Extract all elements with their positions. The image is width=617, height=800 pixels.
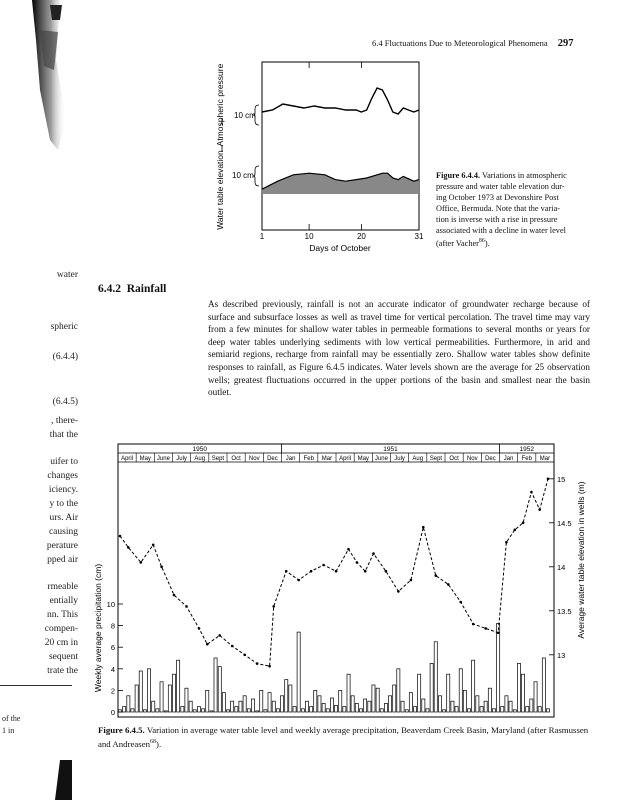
right-tick-label: 13.5 (557, 606, 572, 616)
precip-bar (534, 682, 537, 712)
x-axis-label: Days of October (309, 243, 371, 253)
precip-bar (468, 709, 471, 712)
figure-6-4-5-caption (98, 724, 598, 750)
left-axis-ticks (107, 600, 123, 717)
water-table-point (256, 662, 259, 665)
right-tick-label: 15 (557, 474, 566, 484)
precip-bar (497, 623, 500, 712)
precip-bar (538, 707, 541, 712)
precip-bar (509, 701, 512, 712)
precip-bar (488, 688, 491, 712)
water-table-point (364, 570, 367, 573)
margin-fragment: 20 cm in (44, 638, 78, 648)
month-label: Dec (267, 456, 278, 462)
precip-bar (430, 663, 433, 712)
figure-6-4-4 (180, 48, 430, 280)
margin-fragment: sequent (48, 652, 78, 662)
body-paragraph: As described previously, rainfall is not an accurate indicator of groundwater recharge because of surface and subsurface losses as well as travel time for vertical percolation. The travel time may vary from a few minutes for shallow water tables in permeable formations to several months or years for deep water tables underlying sediments with low vertical permeabilities. Furthermore, in arid and semiarid regions, recharge from rainfall may be essentially zero. Shallow water tables show definite responses to rainfall, as Figure 6.4.5 indicates. Water levels shown are the average for 25 observation wells; greatest fluctuations occurred in the upper portions of the basin and smallest near the basin outlet. (208, 299, 590, 398)
precip-bar (131, 709, 134, 712)
caption-line: Variations in atmospheric (482, 171, 567, 180)
precip-bar (492, 709, 495, 712)
precip-bar (422, 699, 425, 712)
section-heading (98, 283, 166, 295)
margin-fragment: 1 in (2, 726, 15, 735)
margin-fragment: entially (49, 596, 78, 606)
left-tick-label: 6 (110, 643, 115, 653)
precip-bar (384, 703, 387, 712)
water-table-point (459, 601, 462, 604)
scale-brace-watertable (253, 166, 259, 186)
month-label: June (156, 456, 170, 462)
precip-bar (434, 642, 437, 712)
precip-bar (173, 674, 176, 712)
precip-bar (168, 685, 171, 712)
x-axis-ticks (262, 62, 419, 230)
water-table-point (231, 645, 234, 648)
water-table-point (140, 561, 143, 564)
water-table-series-line (120, 479, 548, 666)
margin-fragment: iciency. (48, 485, 78, 495)
left-axis-label: Weekly average precipitation (cm) (93, 563, 103, 693)
left-tick-label: 10 (106, 600, 115, 609)
running-title: 6.4 Fluctuations Due to Meteorological Phenomena (372, 38, 548, 48)
margin-fragment: changes (47, 471, 78, 481)
water-table-shaded-area (262, 173, 419, 194)
precip-bar (135, 685, 138, 712)
precip-bar (438, 696, 441, 712)
x-tick-label: 20 (356, 232, 366, 241)
precip-bar (243, 696, 246, 712)
precip-bar (193, 710, 196, 712)
right-tick-label: 13 (557, 650, 566, 660)
figure-label: Figure 6.4.4. (436, 171, 481, 180)
pressure-series-line (262, 88, 419, 114)
precip-bar (189, 701, 192, 712)
month-label: June (374, 456, 388, 462)
precip-bar (326, 709, 329, 712)
precip-bar (272, 701, 275, 712)
precip-bar (418, 674, 421, 712)
year-label: 1950 (192, 446, 207, 453)
caption-ref: 86 (478, 238, 485, 244)
precip-bar (305, 701, 308, 712)
water-table-point (322, 564, 325, 567)
left-tick-label: 8 (110, 621, 115, 631)
water-table-point (335, 570, 338, 573)
precip-bar (164, 711, 167, 712)
precip-bar (143, 710, 146, 712)
margin-fragment: compen- (44, 624, 78, 634)
precip-bar (160, 682, 163, 712)
water-table-point (356, 561, 359, 564)
precip-bar (256, 711, 259, 712)
water-table-point (268, 665, 271, 668)
year-label: 1951 (383, 446, 398, 453)
margin-fragment: water (56, 270, 78, 280)
caption-line: (after Vacher (436, 238, 479, 248)
precip-bar (343, 707, 346, 712)
precip-bar (522, 674, 525, 712)
precip-bar (542, 658, 545, 712)
precip-bar (285, 680, 288, 712)
margin-fragment: of the (2, 714, 21, 723)
month-label: May (139, 456, 151, 462)
precip-bar (401, 701, 404, 712)
water-table-point (127, 546, 130, 549)
month-label: Aug (194, 456, 206, 462)
water-table-point (447, 583, 450, 586)
margin-fragment: trate the (47, 666, 78, 676)
caption-ref: 68 (150, 739, 157, 745)
precip-bar (414, 707, 417, 712)
water-table-point (530, 491, 533, 494)
precip-bar (264, 710, 267, 712)
margin-fragment: nn. This (47, 610, 78, 620)
month-label: Jan (503, 456, 514, 462)
precip-bar (268, 693, 271, 712)
water-table-point (385, 570, 388, 573)
water-table-point (514, 529, 517, 532)
precip-bar (310, 707, 313, 712)
margin-fragment: (6.4.4) (52, 352, 78, 362)
precip-bar (463, 690, 466, 712)
left-tick-label: 0 (110, 708, 115, 717)
month-label: May (357, 456, 369, 462)
precip-bar (339, 690, 342, 712)
precip-bar (281, 696, 284, 712)
month-label: Sept (211, 456, 225, 462)
water-table-point (435, 574, 438, 577)
water-table-point (152, 544, 155, 547)
precip-bar (459, 669, 462, 712)
precip-bar (152, 701, 155, 712)
precip-bar (484, 701, 487, 712)
precip-bar (293, 707, 296, 712)
plot-frame (262, 62, 419, 230)
water-table-point (484, 627, 487, 630)
precip-bar (389, 696, 392, 712)
precip-bar (501, 707, 504, 712)
precip-bar (526, 707, 529, 712)
water-table-point (538, 508, 541, 511)
precip-bar (480, 707, 483, 712)
margin-fragment: that the (49, 430, 78, 440)
month-label: Mar (539, 456, 551, 462)
precip-bar (455, 707, 458, 712)
caption-line: associated with a decline in water level (436, 226, 566, 235)
scale-label-pressure: 10 cm (234, 111, 256, 120)
precip-bar (301, 709, 304, 712)
y-label-watertable: Water table elevation (215, 150, 225, 230)
margin-fragment: uifer to (50, 457, 78, 467)
water-table-point (397, 590, 400, 593)
water-table-point (243, 654, 246, 657)
precip-bar (364, 699, 367, 712)
figure-6-4-5 (88, 432, 608, 718)
margin-fragment: perature (46, 541, 78, 551)
precip-bar (351, 696, 354, 712)
water-table-point (218, 634, 221, 637)
margin-fragment: rmeable (47, 582, 78, 592)
right-tick-label: 14.5 (557, 518, 572, 528)
page-number: 297 (557, 38, 574, 49)
x-tick-label: 1 (259, 232, 265, 241)
precip-bar (393, 685, 396, 712)
precip-bar (546, 709, 549, 712)
water-table-point (206, 643, 209, 646)
precip-bar (231, 701, 234, 712)
caption-line: pressure and water table elevation dur- (436, 182, 565, 191)
precip-bar (247, 709, 250, 712)
precip-bar (139, 671, 142, 712)
precip-bar (347, 674, 350, 712)
precip-bar (260, 690, 263, 712)
year-label: 1952 (519, 446, 534, 453)
margin-fragment: , there- (51, 416, 78, 426)
scale-brace-pressure (253, 105, 259, 125)
precip-bar (335, 706, 338, 713)
precip-bar (447, 674, 450, 712)
water-table-point (547, 478, 550, 481)
margin-fragment: spheric (50, 322, 78, 332)
left-tick-label: 4 (110, 664, 115, 674)
figure-6-4-4-caption (436, 170, 596, 249)
water-table-point (522, 522, 525, 525)
month-label: Feb (303, 456, 314, 462)
caption-line: Office, Bermuda. Note that the varia- (436, 204, 561, 213)
month-label: April (339, 456, 352, 462)
water-table-point (173, 594, 176, 597)
water-table-point (472, 623, 475, 626)
margin-rule (0, 685, 72, 686)
precip-bar (123, 707, 126, 712)
left-tick-label: 2 (110, 686, 115, 696)
precip-bar (397, 669, 400, 712)
water-table-point (347, 548, 350, 551)
caption-text: Variation in average water table level and weekly average precipitation, Beaverdam Creek Basin, Maryland (after Rasmussen and Andreasen (98, 725, 589, 749)
y-label-pressure: Atmospheric pressure (215, 63, 225, 147)
right-tick-label: 14 (557, 562, 566, 572)
caption-line: ing October 1973 at Devonshire Post (436, 193, 559, 202)
figure-label: Figure 6.4.5. (98, 725, 145, 735)
precip-bar (405, 710, 408, 712)
precip-bar (235, 707, 238, 712)
water-table-point (372, 552, 375, 555)
right-axis-label: Average water table elevation in wells (m) (576, 481, 586, 639)
month-label: Mar (321, 456, 333, 462)
water-table-point (285, 570, 288, 573)
precip-bar (426, 709, 429, 712)
precip-bar (409, 693, 412, 712)
precip-bar (210, 711, 213, 712)
month-label: July (176, 456, 187, 462)
precip-bar (376, 688, 379, 712)
plot-frame (118, 444, 554, 717)
section-title: Rainfall (126, 283, 167, 295)
x-tick-label: 10 (304, 232, 314, 241)
precip-bar (314, 690, 317, 712)
precip-bar (372, 685, 375, 712)
precip-bar (360, 709, 363, 712)
section-number: 6.4.2 (98, 283, 121, 295)
month-label: Nov (248, 456, 260, 462)
margin-fragment: causing (48, 527, 78, 537)
precip-bar (148, 669, 151, 712)
precip-bar (289, 685, 292, 712)
margin-fragment: y to the (49, 499, 78, 509)
precip-bar (227, 710, 230, 712)
precip-bar (218, 667, 221, 712)
month-label: Feb (521, 456, 532, 462)
water-table-point (185, 605, 188, 608)
margin-fragment: urs. Air (49, 513, 78, 523)
precip-bar (472, 660, 475, 712)
right-axis-ticks (549, 475, 572, 660)
caption-line: tion is inverse with a rise in pressure (436, 215, 558, 224)
water-table-point (272, 605, 275, 608)
precip-bar (222, 693, 225, 712)
caption-tail: ). (484, 238, 490, 248)
precip-bar (239, 701, 242, 712)
precip-bar (318, 696, 321, 712)
month-label: Aug (412, 456, 424, 462)
precip-bar (197, 707, 200, 712)
water-table-point (160, 566, 163, 569)
precip-bar (530, 699, 533, 712)
precip-bar (177, 660, 180, 712)
precip-bar (202, 709, 205, 712)
month-label: Jan (285, 456, 296, 462)
month-label: Dec (485, 456, 496, 462)
precip-bar (297, 632, 300, 712)
x-tick-labels (260, 232, 424, 241)
precip-bar (505, 696, 508, 712)
precip-bar (206, 690, 209, 712)
precip-bar (330, 698, 333, 712)
water-table-point (505, 541, 508, 544)
precip-bar (443, 710, 446, 712)
month-label: Oct (449, 456, 459, 462)
precipitation-bars (118, 623, 549, 712)
month-label: April (121, 456, 134, 462)
month-label: July (394, 456, 405, 462)
x-tick-label: 31 (414, 232, 424, 241)
water-table-point (410, 579, 413, 582)
precip-bar (513, 710, 516, 712)
precip-bar (185, 688, 188, 712)
precip-bar (322, 703, 325, 712)
water-table-point (119, 535, 122, 538)
water-table-point (198, 627, 201, 630)
precip-bar (476, 696, 479, 712)
month-label: Oct (231, 456, 241, 462)
month-label: Nov (466, 456, 478, 462)
precip-bar (517, 663, 520, 712)
precip-bar (380, 709, 383, 712)
precip-bar (214, 658, 217, 712)
month-label: Sept (429, 456, 443, 462)
precip-bar (355, 703, 358, 712)
precip-bar (156, 709, 159, 712)
precip-bar (127, 696, 130, 712)
precip-bar (451, 701, 454, 712)
precip-bar (181, 707, 184, 712)
margin-fragment: pped air (47, 555, 78, 565)
scale-label-watertable: 10 cm (232, 171, 254, 180)
water-table-point (497, 632, 500, 635)
water-table-point (297, 579, 300, 582)
precip-bar (251, 699, 254, 712)
margin-fragment: (6.4.5) (52, 397, 78, 407)
water-table-point (310, 570, 313, 573)
precip-bar (276, 709, 279, 712)
water-table-point (422, 526, 425, 529)
precip-bar (368, 701, 371, 712)
water-table-points (119, 478, 550, 668)
caption-tail: ). (156, 738, 162, 749)
